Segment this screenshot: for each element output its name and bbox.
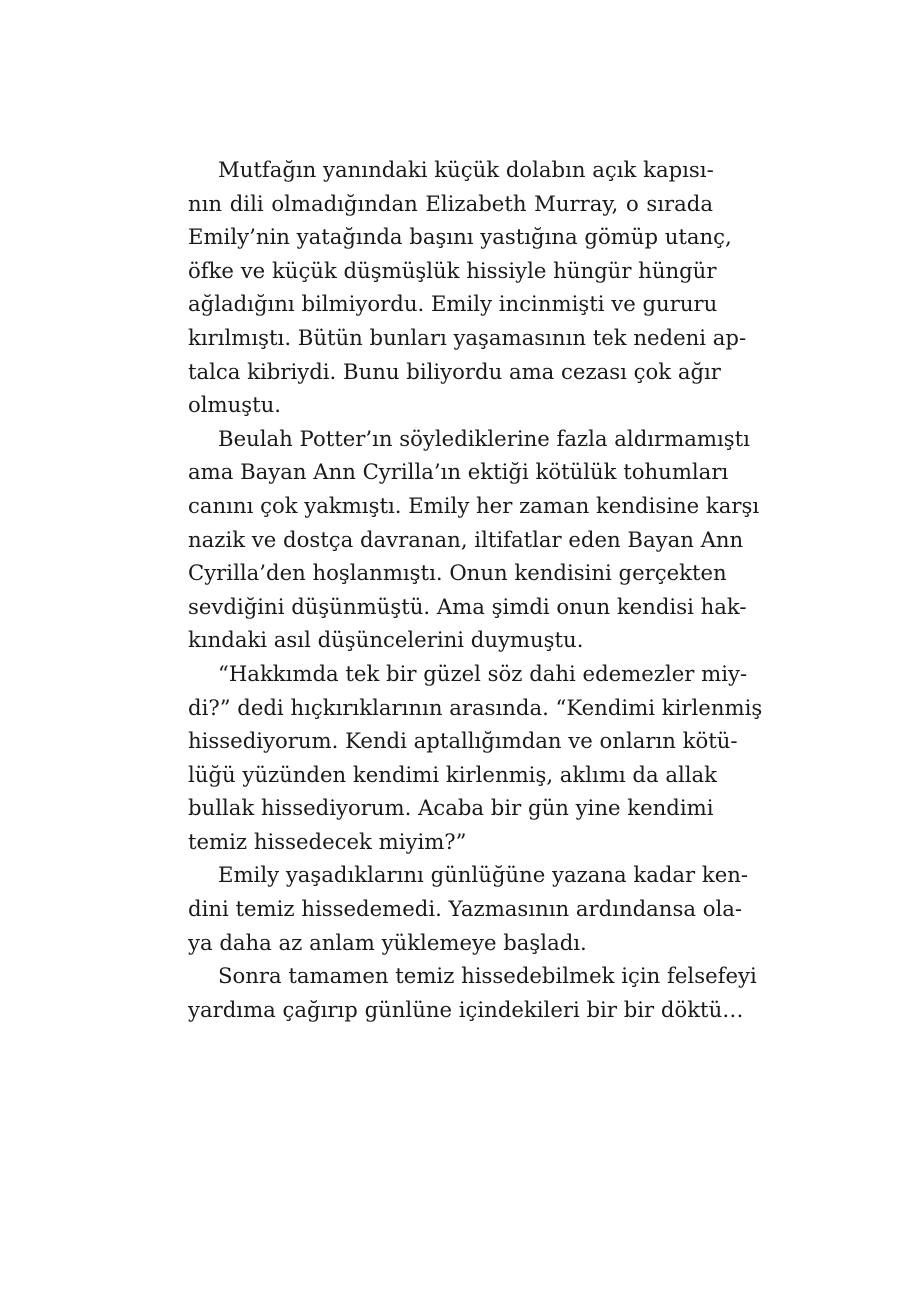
text-line: nın dili olmadığından Elizabeth Murray, o sırada	[188, 190, 713, 216]
text-line: ya daha az anlam yüklemeye başladı.	[188, 929, 587, 955]
text-line: di?” dedi hıçkırıklarının arasında. “Kendimi kirlenmiş	[188, 694, 763, 720]
paragraph-3	[188, 657, 763, 859]
text-line: yardıma çağırıp günlüne içindekileri bir bir döktü…	[188, 996, 744, 1022]
text-line: hissediyorum. Kendi aptallığımdan ve onların kötü-	[188, 728, 738, 754]
text-line: kırılmıştı. Bütün bunları yaşamasının tek nedeni ap-	[188, 324, 747, 350]
text-line: kındaki asıl düşüncelerini duymuştu.	[188, 627, 584, 653]
text-line: Beulah Potter’ın söylediklerine fazla aldırmamıştı	[218, 425, 750, 451]
text-line: dini temiz hissedemedi. Yazmasının ardındansa ola-	[188, 896, 743, 922]
text-line: öfke ve küçük düşmüşlük hissiyle hüngür hüngür	[188, 257, 717, 283]
paragraph-4	[188, 858, 749, 959]
text-line: bullak hissediyorum. Acaba bir gün yine kendimi	[188, 795, 714, 821]
paragraph-2	[188, 422, 760, 657]
text-line: ama Bayan Ann Cyrilla’ın ektiği kötülük tohumları	[188, 459, 729, 485]
text-line: canını çok yakmıştı. Emily her zaman kendisine karşı	[188, 492, 760, 518]
text-line: sevdiğini düşünmüştü. Ama şimdi onun kendisi hak-	[188, 593, 747, 619]
text-line: Emily yaşadıklarını günlüğüne yazana kadar ken-	[218, 862, 749, 888]
text-line: ağladığını bilmiyordu. Emily incinmişti ve gururu	[188, 291, 718, 317]
text-line: Cyrilla’den hoşlanmıştı. Onun kendisini gerçekten	[188, 560, 727, 586]
text-line: Mutfağın yanındaki küçük dolabın açık kapısı-	[218, 157, 714, 182]
text-line: Emily’nin yatağında başını yastığına gömüp utanç,	[188, 224, 732, 250]
text-line: olmuştu.	[188, 392, 282, 418]
text-line: nazik ve dostça davranan, iltifatlar eden Bayan Ann	[188, 526, 744, 552]
text-line: temiz hissedecek miyim?”	[188, 828, 467, 854]
paragraph-5	[188, 959, 757, 1026]
text-line: talca kibriydi. Bunu biliyordu ama cezası çok ağır	[188, 358, 721, 384]
paragraph-1	[188, 153, 747, 422]
text-line: lüğü yüzünden kendimi kirlenmiş, aklımı da allak	[188, 761, 718, 787]
text-line: “Hakkımda tek bir güzel söz dahi edemezler miy-	[218, 660, 748, 686]
text-line: Sonra tamamen temiz hissedebilmek için felsefeyi	[218, 963, 757, 989]
body-text	[188, 153, 763, 1026]
